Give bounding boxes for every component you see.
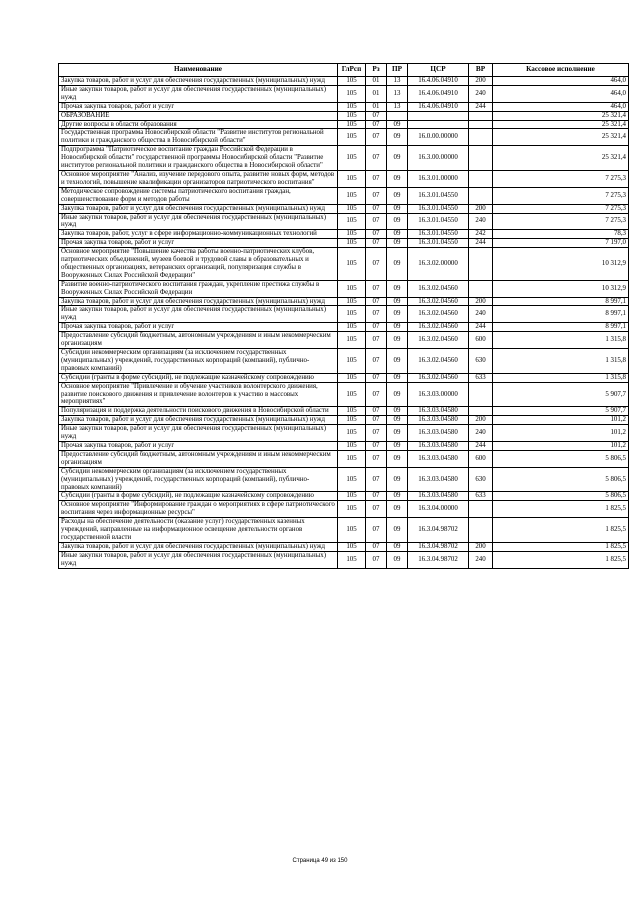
row-rz: 07 <box>366 120 387 129</box>
row-csr: 16.3.02.04560 <box>408 349 469 374</box>
row-amount: 5 907,7 <box>493 407 629 416</box>
header-pr: ПР <box>387 64 408 77</box>
row-vr: 600 <box>469 450 493 467</box>
table-row <box>59 239 629 248</box>
row-glrsp: 105 <box>338 382 366 407</box>
row-csr: 16.3.01.04550 <box>408 239 469 248</box>
table-row <box>59 467 629 492</box>
row-name: Иные закупки товаров, работ и услуг для обеспечения государственных (муниципальных) нужд <box>59 551 338 568</box>
row-csr: 16.3.03.04580 <box>408 450 469 467</box>
row-pr: 09 <box>387 382 408 407</box>
row-rz: 07 <box>366 382 387 407</box>
row-csr: 16.4.06.04910 <box>408 77 469 86</box>
row-csr: 16.3.01.04550 <box>408 230 469 239</box>
header-rz: Рз <box>366 64 387 77</box>
row-csr: 16.3.02.00000 <box>408 248 469 281</box>
table-row <box>59 213 629 230</box>
row-amount: 5 907,7 <box>493 382 629 407</box>
table-row <box>59 518 629 543</box>
row-amount: 10 312,9 <box>493 248 629 281</box>
row-name: Иные закупки товаров, работ и услуг для обеспечения государственных (муниципальных) нужд <box>59 306 338 323</box>
table-row <box>59 120 629 129</box>
row-csr: 16.3.02.04560 <box>408 297 469 306</box>
row-vr: 244 <box>469 102 493 111</box>
table-row <box>59 332 629 349</box>
row-amount: 1 825,5 <box>493 551 629 568</box>
row-name: Подпрограмма "Патриотическое воспитание граждан Российской Федерации в Новосибирской области" государственной программы Новосибирской области "Развитие институтов региональной политики и гражданского общества в Новосибирской области" <box>59 146 338 171</box>
row-rz: 07 <box>366 239 387 248</box>
row-csr: 16.3.02.04560 <box>408 323 469 332</box>
row-glrsp: 105 <box>338 120 366 129</box>
row-pr: 09 <box>387 441 408 450</box>
row-rz: 01 <box>366 77 387 86</box>
table-row <box>59 129 629 146</box>
row-pr: 09 <box>387 120 408 129</box>
row-amount: 101,2 <box>493 441 629 450</box>
row-amount: 1 825,5 <box>493 542 629 551</box>
row-amount: 25 321,4 <box>493 129 629 146</box>
row-rz: 07 <box>366 416 387 425</box>
row-name: Основное мероприятие "Привлечение и обучение участников волонтерского движения, развитие поискового движения и привлечение волонтеров к участию в массовых мероприятиях" <box>59 382 338 407</box>
row-vr: 240 <box>469 425 493 442</box>
row-name: Субсидии (гранты в форме субсидий), не подлежащие казначейскому сопровождению <box>59 492 338 501</box>
row-vr: 200 <box>469 77 493 86</box>
row-glrsp: 105 <box>338 349 366 374</box>
row-glrsp: 105 <box>338 297 366 306</box>
row-rz: 07 <box>366 129 387 146</box>
row-csr: 16.3.03.00000 <box>408 382 469 407</box>
row-pr: 09 <box>387 213 408 230</box>
row-csr: 16.3.02.04560 <box>408 306 469 323</box>
row-amount: 7 275,3 <box>493 213 629 230</box>
row-glrsp: 105 <box>338 441 366 450</box>
row-name: Популяризация и поддержка деятельности поискового движения в Новосибирской области <box>59 407 338 416</box>
row-amount: 464,0 <box>493 77 629 86</box>
row-name: Прочая закупка товаров, работ и услуг <box>59 323 338 332</box>
row-rz: 07 <box>366 425 387 442</box>
row-vr <box>469 407 493 416</box>
row-rz: 01 <box>366 102 387 111</box>
row-csr: 16.3.03.04580 <box>408 467 469 492</box>
row-name: Основное мероприятие "Информирование граждан о мероприятиях в сфере патриотического воспитания через информационные ресурсы" <box>59 501 338 518</box>
row-name: Закупка товаров, работ и услуг для обеспечения государственных (муниципальных) нужд <box>59 416 338 425</box>
row-pr: 09 <box>387 187 408 204</box>
row-pr: 09 <box>387 146 408 171</box>
table-row <box>59 248 629 281</box>
table-row <box>59 425 629 442</box>
row-vr: 242 <box>469 230 493 239</box>
row-glrsp: 105 <box>338 450 366 467</box>
row-name: Закупка товаров, работ и услуг для обеспечения государственных (муниципальных) нужд <box>59 542 338 551</box>
row-pr: 09 <box>387 239 408 248</box>
row-glrsp: 105 <box>338 170 366 187</box>
row-pr: 09 <box>387 416 408 425</box>
row-pr: 09 <box>387 492 408 501</box>
row-glrsp: 105 <box>338 492 366 501</box>
row-glrsp: 105 <box>338 280 366 297</box>
row-name: Закупка товаров, работ и услуг для обеспечения государственных (муниципальных) нужд <box>59 297 338 306</box>
row-name: Основное мероприятие "Анализ, изучение передового опыта, развитие новых форм, методов и технологий, повышение квалификации организаторов патриотического воспитания" <box>59 170 338 187</box>
row-name: Основное мероприятие "Повышение качества работы военно-патриотических клубов, патриотических объединений, музеев боевой и трудовой славы в образовательных и общественных организациях, ветеранских организаций, популяризация службы в Вооруженных Силах Российской Федерации" <box>59 248 338 281</box>
row-glrsp: 105 <box>338 77 366 86</box>
row-pr: 09 <box>387 349 408 374</box>
row-name: Иные закупки товаров, работ и услуг для обеспечения государственных (муниципальных) нужд <box>59 85 338 102</box>
row-csr: 16.3.00.00000 <box>408 146 469 171</box>
row-pr: 09 <box>387 551 408 568</box>
table-row <box>59 77 629 86</box>
row-glrsp: 105 <box>338 129 366 146</box>
row-amount: 7 275,3 <box>493 187 629 204</box>
row-amount: 1 825,5 <box>493 501 629 518</box>
row-vr: 200 <box>469 297 493 306</box>
row-csr: 16.3.04.98702 <box>408 518 469 543</box>
row-csr: 16.3.03.04580 <box>408 492 469 501</box>
row-glrsp: 105 <box>338 501 366 518</box>
table-row <box>59 187 629 204</box>
table-row <box>59 204 629 213</box>
row-csr: 16.3.03.04580 <box>408 441 469 450</box>
row-amount: 8 997,1 <box>493 323 629 332</box>
row-amount: 7 197,0 <box>493 239 629 248</box>
row-name: Расходы на обеспечение деятельности (оказание услуг) государственных казенных учреждений, направленные на информационное освещение деятельности органов государственной власти <box>59 518 338 543</box>
row-name: Закупка товаров, работ и услуг для обеспечения государственных (муниципальных) нужд <box>59 77 338 86</box>
row-glrsp: 105 <box>338 332 366 349</box>
row-rz: 07 <box>366 551 387 568</box>
row-amount: 25 321,4 <box>493 146 629 171</box>
row-vr: 630 <box>469 467 493 492</box>
row-csr: 16.3.03.04580 <box>408 416 469 425</box>
row-vr <box>469 280 493 297</box>
row-csr: 16.3.03.04580 <box>408 425 469 442</box>
table-row <box>59 297 629 306</box>
row-csr: 16.3.01.04550 <box>408 213 469 230</box>
row-vr: 200 <box>469 416 493 425</box>
row-rz: 07 <box>366 248 387 281</box>
header-amount: Кассовое исполнение <box>493 64 629 77</box>
row-vr: 200 <box>469 204 493 213</box>
row-glrsp: 105 <box>338 542 366 551</box>
row-pr <box>387 111 408 120</box>
row-name: Иные закупки товаров, работ и услуг для обеспечения государственных (муниципальных) нужд <box>59 425 338 442</box>
row-amount: 464,0 <box>493 102 629 111</box>
budget-table <box>58 63 629 569</box>
row-name: Предоставление субсидий бюджетным, автономным учреждениям и иным некоммерческим организациям <box>59 332 338 349</box>
row-glrsp: 105 <box>338 248 366 281</box>
row-rz: 07 <box>366 542 387 551</box>
row-vr: 633 <box>469 492 493 501</box>
row-pr: 09 <box>387 170 408 187</box>
page-footer: Страница 49 из 150 <box>292 858 348 864</box>
table-header-row <box>59 64 629 77</box>
table-row <box>59 373 629 382</box>
row-glrsp: 105 <box>338 551 366 568</box>
row-pr: 09 <box>387 280 408 297</box>
row-amount: 101,2 <box>493 416 629 425</box>
row-amount: 464,0 <box>493 85 629 102</box>
row-amount: 10 312,9 <box>493 280 629 297</box>
row-vr <box>469 170 493 187</box>
table-row <box>59 323 629 332</box>
row-name: Предоставление субсидий бюджетным, автономным учреждениям и иным некоммерческим организациям <box>59 450 338 467</box>
row-pr: 09 <box>387 204 408 213</box>
header-vr: ВР <box>469 64 493 77</box>
row-name: Субсидии некоммерческим организациям (за исключением государственных (муниципальных) учреждений, государственных корпораций (компаний), публично-правовых компаний) <box>59 467 338 492</box>
table-row <box>59 407 629 416</box>
row-glrsp: 105 <box>338 213 366 230</box>
row-glrsp: 105 <box>338 306 366 323</box>
row-name: Государственная программа Новосибирской области "Развитие институтов региональной политики и гражданского общества в Новосибирской области" <box>59 129 338 146</box>
row-rz: 07 <box>366 323 387 332</box>
row-vr: 630 <box>469 349 493 374</box>
row-vr: 600 <box>469 332 493 349</box>
row-vr: 244 <box>469 239 493 248</box>
row-csr: 16.3.01.04550 <box>408 204 469 213</box>
row-amount: 101,2 <box>493 425 629 442</box>
row-csr: 16.0.00.00000 <box>408 129 469 146</box>
row-glrsp: 105 <box>338 425 366 442</box>
table-body <box>59 77 629 569</box>
row-vr <box>469 248 493 281</box>
row-csr: 16.3.04.00000 <box>408 501 469 518</box>
row-name: Прочая закупка товаров, работ и услуг <box>59 102 338 111</box>
row-rz: 07 <box>366 450 387 467</box>
row-name: Методическое сопровождение системы патриотического воспитания граждан, совершенствование форм и методов работы <box>59 187 338 204</box>
row-name: Иные закупки товаров, работ и услуг для обеспечения государственных (муниципальных) нужд <box>59 213 338 230</box>
row-amount: 5 806,5 <box>493 467 629 492</box>
row-vr: 240 <box>469 213 493 230</box>
row-amount: 1 315,8 <box>493 349 629 374</box>
row-rz: 07 <box>366 407 387 416</box>
row-pr: 09 <box>387 373 408 382</box>
header-csr: ЦСР <box>408 64 469 77</box>
row-csr: 16.3.03.04580 <box>408 407 469 416</box>
row-pr: 09 <box>387 248 408 281</box>
row-pr: 09 <box>387 297 408 306</box>
row-amount: 25 321,4 <box>493 111 629 120</box>
row-rz: 07 <box>366 297 387 306</box>
row-glrsp: 105 <box>338 518 366 543</box>
row-amount: 5 806,5 <box>493 492 629 501</box>
row-name: Закупка товаров, работ и услуг для обеспечения государственных (муниципальных) нужд <box>59 204 338 213</box>
table-row <box>59 492 629 501</box>
row-rz: 07 <box>366 230 387 239</box>
row-glrsp: 105 <box>338 187 366 204</box>
row-amount: 8 997,1 <box>493 306 629 323</box>
header-name: Наименование <box>59 64 338 77</box>
row-rz: 07 <box>366 187 387 204</box>
row-pr: 13 <box>387 85 408 102</box>
row-csr <box>408 120 469 129</box>
row-vr <box>469 518 493 543</box>
row-pr: 09 <box>387 450 408 467</box>
row-name: Прочая закупка товаров, работ и услуг <box>59 239 338 248</box>
row-amount: 1 825,5 <box>493 518 629 543</box>
table-row <box>59 441 629 450</box>
row-rz: 07 <box>366 280 387 297</box>
row-glrsp: 105 <box>338 85 366 102</box>
row-amount: 78,3 <box>493 230 629 239</box>
row-glrsp: 105 <box>338 102 366 111</box>
row-rz: 07 <box>366 170 387 187</box>
table-row <box>59 551 629 568</box>
row-glrsp: 105 <box>338 416 366 425</box>
table-row <box>59 382 629 407</box>
row-glrsp: 105 <box>338 230 366 239</box>
row-rz: 07 <box>366 373 387 382</box>
row-csr: 16.3.04.98702 <box>408 551 469 568</box>
row-pr: 09 <box>387 230 408 239</box>
row-glrsp: 105 <box>338 146 366 171</box>
row-amount: 8 997,1 <box>493 297 629 306</box>
row-rz: 07 <box>366 349 387 374</box>
row-vr <box>469 129 493 146</box>
row-vr <box>469 501 493 518</box>
table-row <box>59 542 629 551</box>
table-row <box>59 146 629 171</box>
row-rz: 07 <box>366 306 387 323</box>
row-vr: 244 <box>469 441 493 450</box>
table-row <box>59 501 629 518</box>
row-csr: 16.3.01.04550 <box>408 187 469 204</box>
row-csr <box>408 111 469 120</box>
row-csr: 16.3.02.04560 <box>408 373 469 382</box>
row-glrsp: 105 <box>338 239 366 248</box>
row-pr: 13 <box>387 102 408 111</box>
row-pr: 13 <box>387 77 408 86</box>
row-amount: 1 315,8 <box>493 373 629 382</box>
row-name: Закупка товаров, работ, услуг в сфере информационно-коммуникационных технологий <box>59 230 338 239</box>
row-name: Развитие военно-патриотического воспитания граждан, укрепление престижа службы в Вооруженных Силах Российской Федерации <box>59 280 338 297</box>
row-pr: 09 <box>387 332 408 349</box>
row-vr: 240 <box>469 85 493 102</box>
row-vr: 244 <box>469 323 493 332</box>
row-pr: 09 <box>387 425 408 442</box>
row-glrsp: 105 <box>338 323 366 332</box>
row-pr: 09 <box>387 407 408 416</box>
row-csr: 16.3.04.98702 <box>408 542 469 551</box>
header-glrsp: ГлРсп <box>338 64 366 77</box>
row-pr: 09 <box>387 323 408 332</box>
row-rz: 07 <box>366 204 387 213</box>
row-vr <box>469 382 493 407</box>
row-pr: 09 <box>387 306 408 323</box>
row-pr: 09 <box>387 501 408 518</box>
row-rz: 07 <box>366 332 387 349</box>
row-rz: 07 <box>366 518 387 543</box>
row-csr: 16.3.01.00000 <box>408 170 469 187</box>
row-pr: 09 <box>387 467 408 492</box>
table-row <box>59 416 629 425</box>
row-csr: 16.3.02.04560 <box>408 280 469 297</box>
row-csr: 16.4.06.04910 <box>408 102 469 111</box>
row-pr: 09 <box>387 129 408 146</box>
row-glrsp: 105 <box>338 373 366 382</box>
row-vr: 200 <box>469 542 493 551</box>
table-row <box>59 102 629 111</box>
row-vr: 240 <box>469 306 493 323</box>
table-row <box>59 111 629 120</box>
row-amount: 5 806,5 <box>493 450 629 467</box>
row-rz: 07 <box>366 501 387 518</box>
row-rz: 07 <box>366 492 387 501</box>
row-csr: 16.3.02.04560 <box>408 332 469 349</box>
table-row <box>59 280 629 297</box>
row-amount: 7 275,3 <box>493 204 629 213</box>
row-name: Субсидии некоммерческим организациям (за исключением государственных (муниципальных) учреждений, государственных корпораций (компаний), публично-правовых компаний) <box>59 349 338 374</box>
table-row <box>59 230 629 239</box>
row-rz: 07 <box>366 111 387 120</box>
row-rz: 01 <box>366 85 387 102</box>
row-glrsp: 105 <box>338 407 366 416</box>
table-row <box>59 349 629 374</box>
row-name: Прочая закупка товаров, работ и услуг <box>59 441 338 450</box>
row-name: Субсидии (гранты в форме субсидий), не подлежащие казначейскому сопровождению <box>59 373 338 382</box>
row-amount: 25 321,4 <box>493 120 629 129</box>
row-vr <box>469 111 493 120</box>
row-vr <box>469 187 493 204</box>
table-row <box>59 85 629 102</box>
row-pr: 09 <box>387 518 408 543</box>
row-glrsp: 105 <box>338 111 366 120</box>
row-vr <box>469 146 493 171</box>
row-rz: 07 <box>366 213 387 230</box>
row-pr: 09 <box>387 542 408 551</box>
row-vr: 240 <box>469 551 493 568</box>
row-csr: 16.4.06.04910 <box>408 85 469 102</box>
row-rz: 07 <box>366 146 387 171</box>
row-glrsp: 105 <box>338 467 366 492</box>
row-rz: 07 <box>366 467 387 492</box>
row-vr: 633 <box>469 373 493 382</box>
row-name: Другие вопросы в области образования <box>59 120 338 129</box>
table-row <box>59 306 629 323</box>
row-glrsp: 105 <box>338 204 366 213</box>
row-rz: 07 <box>366 441 387 450</box>
row-amount: 1 315,8 <box>493 332 629 349</box>
row-vr <box>469 120 493 129</box>
table-row <box>59 170 629 187</box>
table-row <box>59 450 629 467</box>
row-amount: 7 275,3 <box>493 170 629 187</box>
row-name: ОБРАЗОВАНИЕ <box>59 111 338 120</box>
